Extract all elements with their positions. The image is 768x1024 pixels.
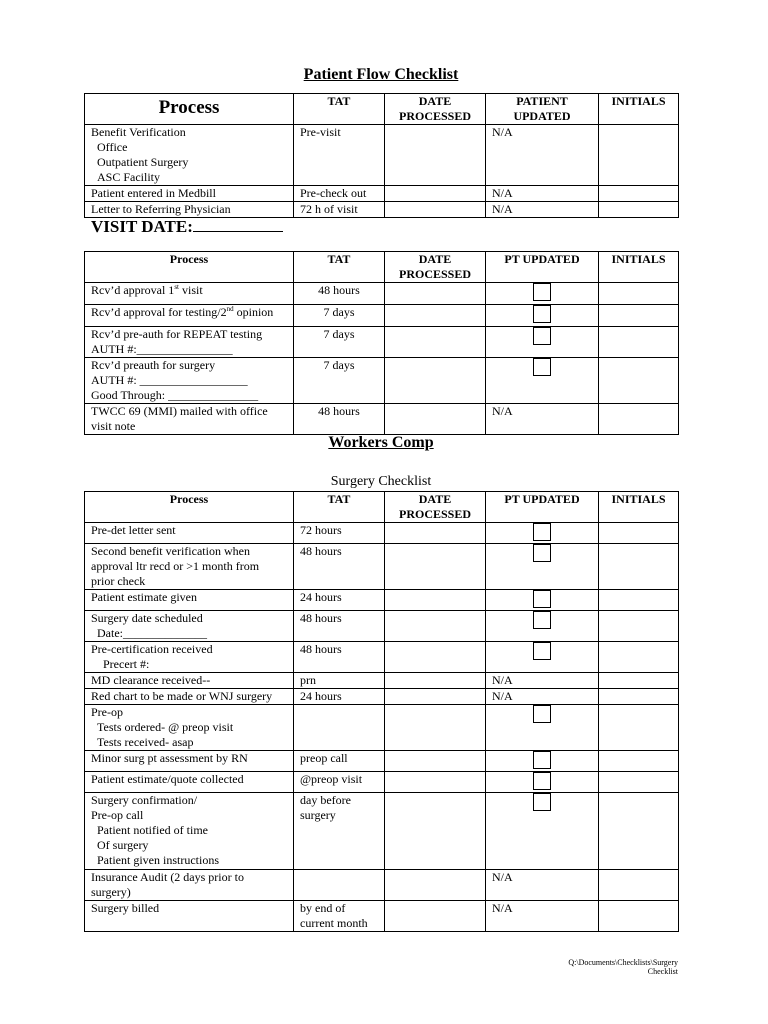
updated-cell (486, 793, 599, 870)
updated-checkbox[interactable] (533, 283, 551, 301)
date-cell[interactable] (385, 772, 486, 793)
process-cell: MD clearance received-- (85, 673, 294, 689)
updated-cell: N/A (486, 125, 599, 186)
tat-cell: 48 hours (294, 544, 385, 590)
initials-cell[interactable] (599, 305, 679, 327)
initials-cell[interactable] (599, 590, 679, 611)
tat-cell: 24 hours (294, 590, 385, 611)
process-cell: Benefit Verification Office Outpatient Surgery ASC Facility (85, 125, 294, 186)
workers-comp-title: Workers Comp (328, 434, 434, 451)
date-cell[interactable] (385, 689, 486, 705)
initials-cell[interactable] (599, 202, 679, 218)
initials-cell[interactable] (599, 705, 679, 751)
updated-cell: N/A (486, 202, 599, 218)
updated-cell (486, 590, 599, 611)
updated-checkbox[interactable] (533, 305, 551, 323)
table-row (85, 327, 679, 358)
updated-cell (486, 642, 599, 673)
process-cell: Rcv’d approval for testing/2nd opinion (85, 305, 294, 327)
tat-cell (294, 870, 385, 901)
visit-table (84, 251, 679, 435)
table-header-row (85, 252, 679, 283)
table-row (85, 590, 679, 611)
patient-flow-title: Patient Flow Checklist (303, 66, 459, 83)
table-header-row (85, 492, 679, 523)
col-date-header: DATE PROCESSED (385, 252, 486, 283)
tat-cell: Pre-check out (294, 186, 385, 202)
process-cell: Rcv’d approval 1st visit (85, 283, 294, 305)
tat-cell: 7 days (294, 305, 385, 327)
process-cell: Rcv’d pre-auth for REPEAT testing AUTH #:________________ (85, 327, 294, 358)
col-process-header: Process (85, 252, 294, 283)
tat-cell: preop call (294, 751, 385, 772)
date-cell[interactable] (385, 901, 486, 932)
tat-cell: 48 hours (294, 611, 385, 642)
col-updated-header: PT UPDATED (486, 492, 599, 523)
updated-checkbox[interactable] (533, 590, 551, 608)
surgery-table (84, 491, 679, 932)
updated-cell (486, 544, 599, 590)
updated-cell (486, 705, 599, 751)
col-initials-header: INITIALS (599, 252, 679, 283)
date-cell[interactable] (385, 358, 486, 404)
tat-cell: 72 h of visit (294, 202, 385, 218)
table-row (85, 673, 679, 689)
updated-checkbox[interactable] (533, 523, 551, 541)
process-cell: Patient estimate given (85, 590, 294, 611)
updated-cell (486, 327, 599, 358)
tat-cell: 7 days (294, 358, 385, 404)
surgery-checklist-title: Surgery Checklist (330, 474, 432, 489)
date-cell[interactable] (385, 590, 486, 611)
date-cell[interactable] (385, 404, 486, 435)
date-cell[interactable] (385, 611, 486, 642)
table-row (85, 901, 679, 932)
initials-cell[interactable] (599, 673, 679, 689)
updated-cell (486, 283, 599, 305)
initials-cell[interactable] (599, 404, 679, 435)
visit-date-label: VISIT DATE: (91, 216, 283, 237)
table-row (85, 186, 679, 202)
updated-cell: N/A (486, 689, 599, 705)
date-cell[interactable] (385, 523, 486, 544)
table-row (85, 772, 679, 793)
initials-cell[interactable] (599, 186, 679, 202)
updated-checkbox[interactable] (533, 751, 551, 769)
updated-checkbox[interactable] (533, 793, 551, 811)
updated-cell: N/A (486, 186, 599, 202)
date-cell[interactable] (385, 202, 486, 218)
initials-cell[interactable] (599, 870, 679, 901)
updated-checkbox[interactable] (533, 642, 551, 660)
tat-cell: 48 hours (294, 283, 385, 305)
date-cell[interactable] (385, 327, 486, 358)
updated-cell (486, 305, 599, 327)
process-cell: Red chart to be made or WNJ surgery (85, 689, 294, 705)
tat-cell: 48 hours (294, 404, 385, 435)
process-cell: Patient estimate/quote collected (85, 772, 294, 793)
col-updated-header: PATIENT UPDATED (486, 94, 599, 125)
table-row (85, 404, 679, 435)
date-cell[interactable] (385, 751, 486, 772)
table-row (85, 793, 679, 870)
initials-cell[interactable] (599, 283, 679, 305)
initials-cell[interactable] (599, 358, 679, 404)
table-row (85, 705, 679, 751)
date-cell[interactable] (385, 673, 486, 689)
table-row (85, 611, 679, 642)
tat-cell: 48 hours (294, 642, 385, 673)
updated-cell: N/A (486, 870, 599, 901)
process-cell: Pre-det letter sent (85, 523, 294, 544)
col-updated-header: PT UPDATED (486, 252, 599, 283)
col-date-header: DATE PROCESSED (385, 94, 486, 125)
date-cell[interactable] (385, 705, 486, 751)
updated-cell (486, 772, 599, 793)
tat-cell: 24 hours (294, 689, 385, 705)
updated-checkbox[interactable] (533, 705, 551, 723)
col-tat-header: TAT (294, 252, 385, 283)
updated-cell: N/A (486, 901, 599, 932)
process-cell: Pre-certification received Precert #: (85, 642, 294, 673)
patient-flow-table (84, 93, 679, 218)
col-initials-header: INITIALS (599, 492, 679, 523)
col-tat-header: TAT (294, 492, 385, 523)
process-cell: Minor surg pt assessment by RN (85, 751, 294, 772)
process-cell: Surgery date scheduled Date:______________ (85, 611, 294, 642)
updated-checkbox[interactable] (533, 772, 551, 790)
col-process-header: Process (85, 94, 294, 125)
table-row (85, 283, 679, 305)
table-row (85, 544, 679, 590)
date-cell[interactable] (385, 305, 486, 327)
table-row (85, 870, 679, 901)
tat-cell: Pre-visit (294, 125, 385, 186)
tat-cell (294, 705, 385, 751)
tat-cell: @preop visit (294, 772, 385, 793)
initials-cell[interactable] (599, 793, 679, 870)
table-header-row (85, 94, 679, 125)
initials-cell[interactable] (599, 642, 679, 673)
date-cell[interactable] (385, 544, 486, 590)
col-process-header: Process (85, 492, 294, 523)
initials-cell[interactable] (599, 751, 679, 772)
tat-cell: prn (294, 673, 385, 689)
initials-cell[interactable] (599, 523, 679, 544)
initials-cell[interactable] (599, 544, 679, 590)
table-row (85, 689, 679, 705)
updated-cell (486, 751, 599, 772)
process-cell: Patient entered in Medbill (85, 186, 294, 202)
date-cell[interactable] (385, 283, 486, 305)
updated-checkbox[interactable] (533, 358, 551, 376)
tat-cell: 72 hours (294, 523, 385, 544)
tat-cell: 7 days (294, 327, 385, 358)
col-initials-header: INITIALS (599, 94, 679, 125)
table-row (85, 642, 679, 673)
updated-cell: N/A (486, 673, 599, 689)
date-cell[interactable] (385, 793, 486, 870)
table-row (85, 125, 679, 186)
tat-cell: day before surgery (294, 793, 385, 870)
footer-path: Q:\Documents\Checklists\Surgery Checklist (568, 958, 678, 976)
initials-cell[interactable] (599, 772, 679, 793)
visit-date-blank[interactable] (193, 216, 283, 232)
col-date-header: DATE PROCESSED (385, 492, 486, 523)
process-cell: Letter to Referring Physician (85, 202, 294, 218)
initials-cell[interactable] (599, 327, 679, 358)
updated-checkbox[interactable] (533, 327, 551, 345)
updated-cell: N/A (486, 404, 599, 435)
table-row (85, 523, 679, 544)
col-tat-header: TAT (294, 94, 385, 125)
process-cell: Insurance Audit (2 days prior to surgery) (85, 870, 294, 901)
date-cell[interactable] (385, 870, 486, 901)
table-row (85, 305, 679, 327)
initials-cell[interactable] (599, 125, 679, 186)
table-row (85, 358, 679, 404)
updated-cell (486, 358, 599, 404)
process-cell: Surgery confirmation/ Pre-op call Patient notified of time Of surgery Patient given instructions (85, 793, 294, 870)
updated-cell (486, 523, 599, 544)
process-cell: Pre-op Tests ordered- @ preop visit Tests received- asap (85, 705, 294, 751)
date-cell[interactable] (385, 642, 486, 673)
date-cell[interactable] (385, 125, 486, 186)
initials-cell[interactable] (599, 901, 679, 932)
process-cell: Second benefit verification when approval ltr recd or >1 month from prior check (85, 544, 294, 590)
initials-cell[interactable] (599, 689, 679, 705)
updated-checkbox[interactable] (533, 611, 551, 629)
table-row (85, 751, 679, 772)
updated-checkbox[interactable] (533, 544, 551, 562)
date-cell[interactable] (385, 186, 486, 202)
tat-cell: by end of current month (294, 901, 385, 932)
process-cell: Rcv’d preauth for surgery AUTH #: __________________ Good Through: _______________ (85, 358, 294, 404)
initials-cell[interactable] (599, 611, 679, 642)
process-cell: Surgery billed (85, 901, 294, 932)
updated-cell (486, 611, 599, 642)
process-cell: TWCC 69 (MMI) mailed with office visit note (85, 404, 294, 435)
